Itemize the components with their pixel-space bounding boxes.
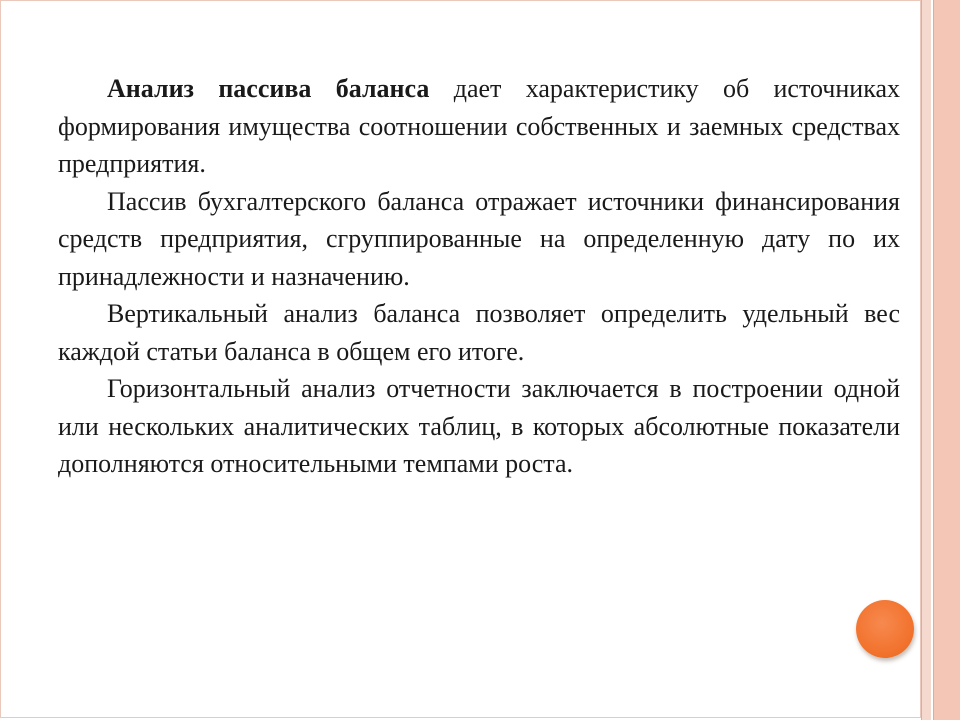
decorative-stripe-left [921,0,931,720]
orange-circle-decoration [856,600,914,658]
bold-term: Анализ пассива баланса [107,74,430,103]
decorative-stripe-right [933,0,960,720]
slide-body [58,70,900,483]
paragraph-liabilities-analysis [58,70,900,183]
paragraph-vertical-analysis: Вертикальный анализ баланса позволяет определить удельный вес каждой статьи баланса в общем его итоге. [58,299,900,366]
stripe-edge-line [933,0,934,720]
stripe-edge-line [921,0,922,720]
paragraph-text: дает характеристику об источниках формирования имущества соотношении собственных и заемных средствах предприятия. [58,74,900,178]
paragraph-horizontal-analysis: Горизонтальный анализ отчетности заключается в построении одной или нескольких аналитических таблиц, в которых абсолютные показатели дополняются относительными темпами роста. [58,374,900,478]
paragraph-liabilities-definition: Пассив бухгалтерского баланса отражает источники финансирования средств предприятия, сгруппированные на определенную дату по их принадлежности и назначению. [58,186,900,291]
